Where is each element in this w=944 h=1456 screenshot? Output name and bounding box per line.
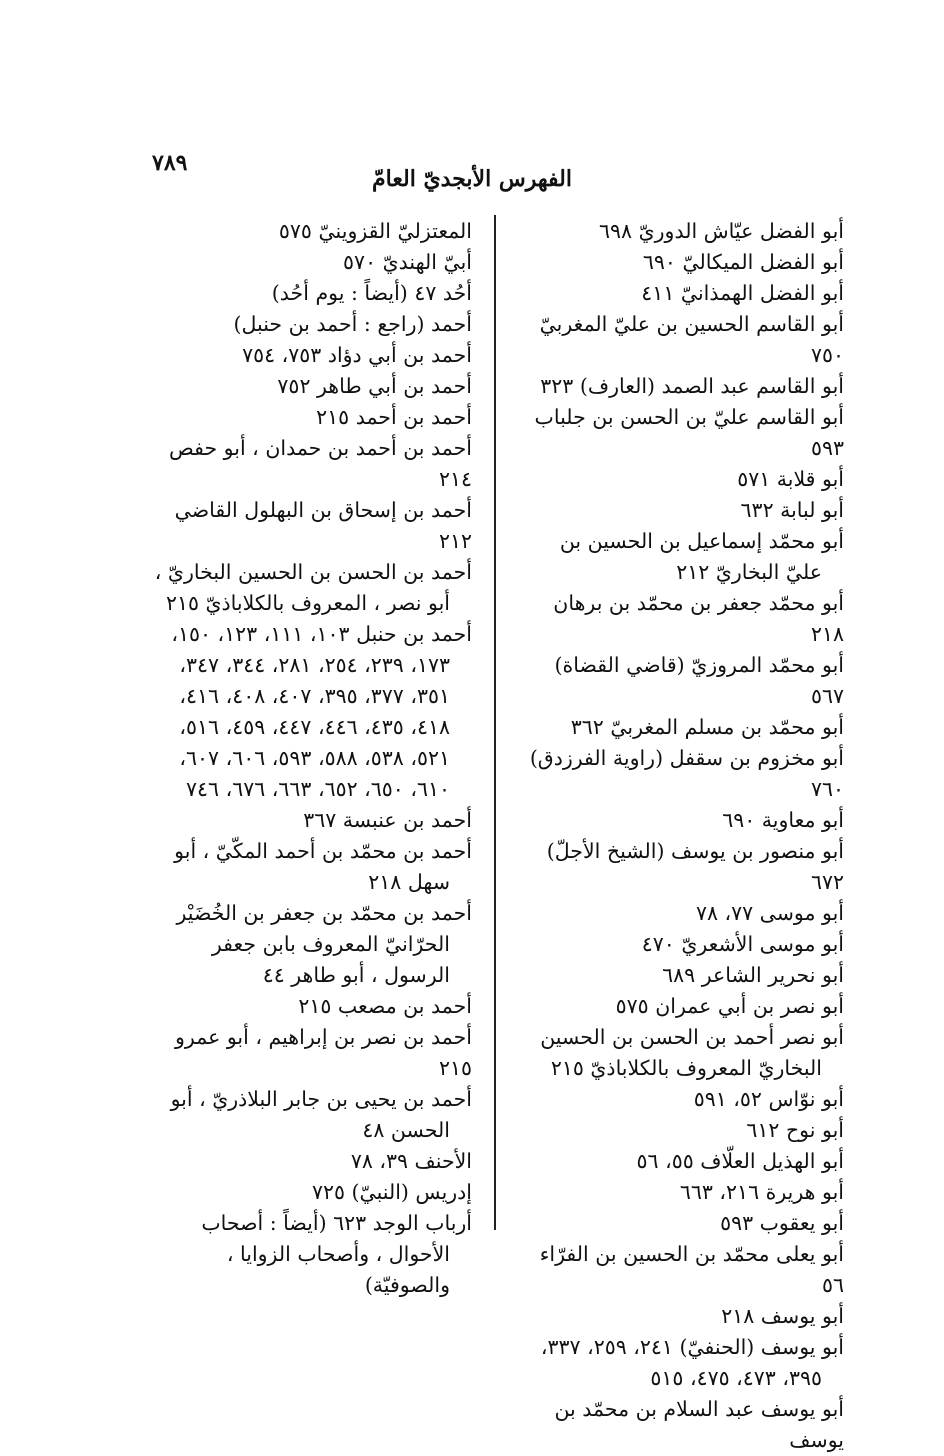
index-entry: أحمد بن عنبسة ٣٦٧ (303, 808, 472, 832)
index-column-left (147, 216, 472, 1301)
index-entry: أحمد بن محمّد بن جعفر بن الخُضَيْر الحرّانيّ المعروف بابن جعفر الرسول ، أبو طاهر ٤٤ (176, 901, 472, 987)
index-entry: أرباب الوجد ٦٢٣ (أيضاً : أصحاب الأحوال ، وأصحاب الزوايا ، والصوفيّة) (201, 1211, 472, 1297)
index-entry: أحمد بن يحيى بن جابر البلاذريّ ، أبو الحسن ٤٨ (170, 1087, 472, 1142)
index-entry: أبو محمّد جعفر بن محمّد بن برهان ٢١٨ (553, 591, 844, 646)
index-entry: أحمد بن أحمد بن حمدان ، أبو حفص ٢١٤ (169, 436, 472, 491)
index-entry: أبو موسى ٧٧، ٧٨ (695, 901, 844, 925)
index-entry: أحمد بن نصر بن إبراهيم ، أبو عمرو ٢١٥ (175, 1025, 472, 1080)
index-entry: أبو الهذيل العلّاف ٥٥، ٥٦ (636, 1149, 844, 1173)
index-entry: أبو لبابة ٦٣٢ (740, 498, 844, 522)
index-entry: أبو القاسم الحسين بن عليّ المغربيّ ٧٥٠ (539, 312, 844, 367)
index-entry: أبيّ الهنديّ ٥٧٠ (343, 250, 472, 274)
column-divider (494, 215, 496, 1230)
index-column-right (519, 216, 844, 1456)
index-entry: أبو يعلى محمّد بن الحسين بن الفرّاء ٥٦ (539, 1242, 844, 1297)
index-entry: أحمد بن أبي طاهر ٧٥٢ (277, 374, 472, 398)
index-entry: أبو نحرير الشاعر ٦٨٩ (662, 963, 844, 987)
index-entry: أبو معاوية ٦٩٠ (722, 808, 844, 832)
index-entry: أحُد ٤٧ (أيضاً : يوم أحُد) (271, 281, 472, 305)
index-entry: أبو محمّد إسماعيل بن الحسين بن عليّ البخاريّ ٢١٢ (559, 529, 844, 584)
index-entry: أبو يعقوب ٥٩٣ (720, 1211, 844, 1235)
page-title: الفهرس الأبجديّ العامّ (372, 166, 572, 192)
index-entry: أبو منصور بن يوسف (الشيخ الأجلّ) ٦٧٢ (546, 839, 844, 894)
index-entry: أحمد بن إسحاق بن البهلول القاضي ٢١٢ (174, 498, 472, 553)
index-entry: أبو موسى الأشعريّ ٤٧٠ (641, 932, 844, 956)
index-entry: إدريس (النبيّ) ٧٢٥ (311, 1180, 472, 1204)
index-entry: أحمد بن أبي دؤاد ٧٥٣، ٧٥٤ (242, 343, 472, 367)
index-entry: أبو يوسف ٢١٨ (721, 1304, 844, 1328)
index-entry: أبو نصر بن أبي عمران ٥٧٥ (615, 994, 844, 1018)
index-entry: أحمد (راجع : أحمد بن حنبل) (233, 312, 472, 336)
index-entry: الأحنف ٣٩، ٧٨ (350, 1149, 472, 1173)
index-entry: أبو الفضل عيّاش الدوريّ ٦٩٨ (599, 219, 844, 243)
index-entry: أحمد بن محمّد بن أحمد المكّيّ ، أبو سهل ٢١٨ (174, 839, 472, 894)
index-entry: أبو قلابة ٥٧١ (737, 467, 844, 491)
index-entry: أبو القاسم عليّ بن الحسن بن جلباب ٥٩٣ (534, 405, 844, 460)
index-entry: أبو الفضل الهمذانيّ ٤١١ (641, 281, 844, 305)
index-entry: أبو يوسف عبد السلام بن محمّد بن يوسف (554, 1397, 844, 1452)
index-entry: أبو نصر أحمد بن الحسن بن الحسين البخاريّ المعروف بالكلاباذيّ ٢١٥ (540, 1025, 844, 1080)
index-entry: أبو يوسف (الحنفيّ) ٢٤١، ٢٥٩، ٣٣٧، ٣٩٥، ٤٧٣، ٤٧٥، ٥١٥ (540, 1335, 844, 1390)
index-entry: أبو مخزوم بن سقفل (راوية الفرزدق) ٧٦٠ (529, 746, 844, 801)
index-entry: أبو هريرة ٢١٦، ٦٦٣ (679, 1180, 844, 1204)
index-entry: أحمد بن مصعب ٢١٥ (298, 994, 472, 1018)
index-entry: أحمد بن الحسن بن الحسين البخاريّ ، أبو نصر ، المعروف بالكلاباذيّ ٢١٥ (154, 560, 472, 615)
page-number: ٧٨٩ (152, 150, 188, 176)
index-entry: أبو القاسم عبد الصمد (العارف) ٣٢٣ (540, 374, 844, 398)
index-entry: أبو نوح ٦١٢ (746, 1118, 844, 1142)
index-entry: أبو محمّد بن مسلم المغربيّ ٣٦٢ (570, 715, 844, 739)
index-entry: أحمد بن حنبل ١٠٣، ١١١، ١٢٣، ١٥٠، ١٧٣، ٢٣٩، ٢٥٤، ٢٨١، ٣٤٤، ٣٤٧، ٣٥١، ٣٧٧، ٣٩٥، ٤٠٧، ٤٠٨، ٤١٦، ٤١٨، ٤٣٥، ٤٤٦، ٤٤٧، ٤٥٩، ٥١٦، ٥٢١، ٥٣٨، ٥٨٨، ٥٩٣، ٦٠٦، ٦٠٧، ٦١٠، ٦٥٠، ٦٥٢، ٦٦٣، ٦٧٦، ٧٤٦ (171, 622, 472, 801)
index-entry: المعتزليّ القزوينيّ ٥٧٥ (278, 219, 472, 243)
index-entry: أبو نوّاس ٥٢، ٥٩١ (693, 1087, 844, 1111)
index-entry: أبو الفضل الميكاليّ ٦٩٠ (642, 250, 844, 274)
index-entry: أحمد بن أحمد ٢١٥ (316, 405, 472, 429)
index-entry: أبو محمّد المروزيّ (قاضي القضاة) ٥٦٧ (554, 653, 844, 708)
